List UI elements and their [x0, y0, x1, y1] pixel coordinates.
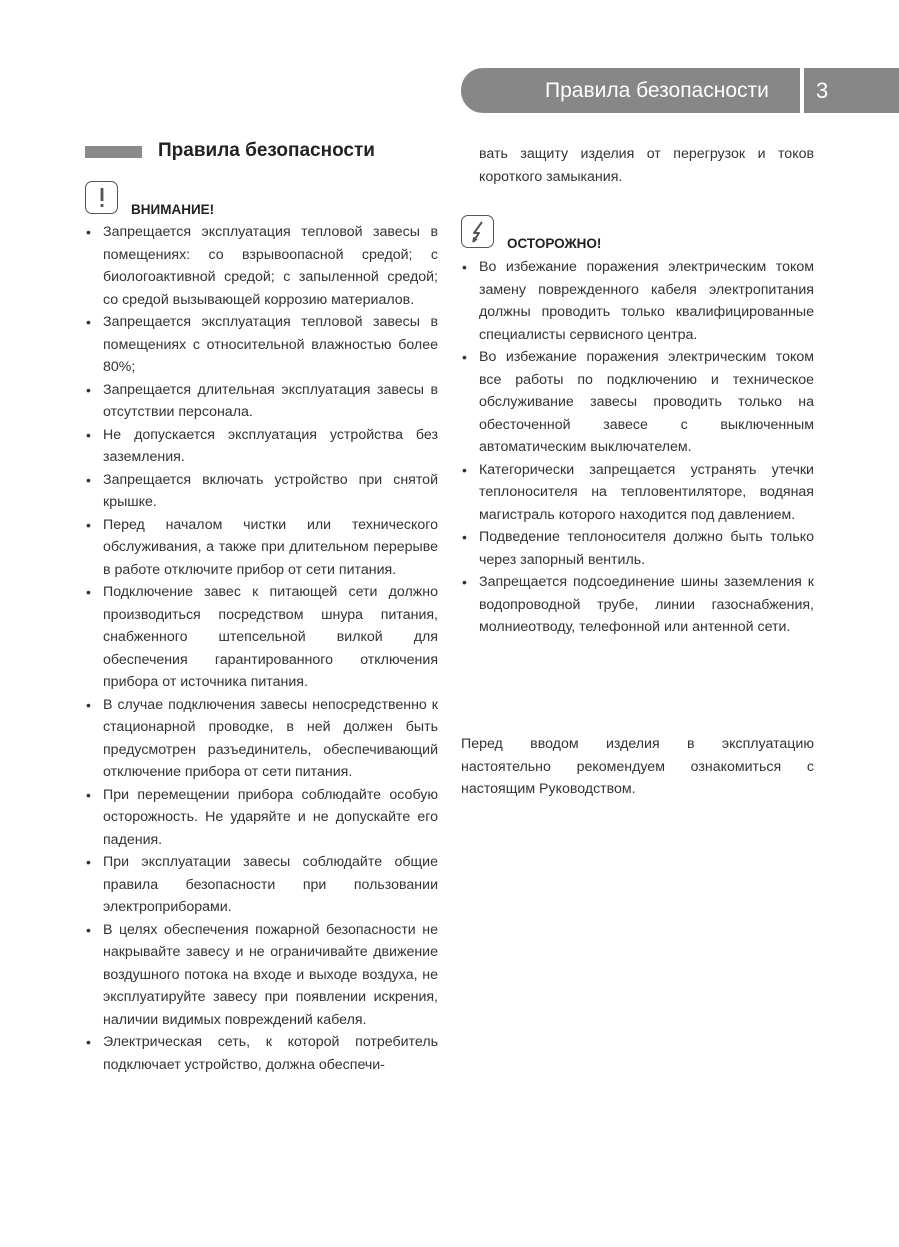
caution-label: ОСТОРОЖНО! — [507, 236, 602, 251]
list-item: • Запрещается эксплуатация тепловой завесы в помещениях с относительной влажностью более 80%; — [85, 311, 438, 379]
list-item: • В случае подключения завесы непосредственно к стационарной проводке, в ней должен быть предусмотрен разъединитель, обеспечивающий отключение прибора от сети питания. — [85, 694, 438, 784]
attention-list-column — [85, 221, 438, 1076]
list-item: • Во избежание поражения электрическим током все работы по подключению и техническое обслуживание завесы проводить только на обесточенной завесе с выключенным автоматическим выключателем. — [461, 346, 814, 459]
list-item: • Не допускается эксплуатация устройства без заземления. — [85, 424, 438, 469]
attention-list — [85, 221, 438, 1076]
lightning-icon — [461, 215, 494, 248]
list-item: • Запрещается подсоединение шины заземления к водопроводной трубе, линии газоснабжения, молниеотводу, телефонной или антенной сети. — [461, 571, 814, 639]
list-item: • Запрещается длительная эксплуатация завесы в отсутствии персонала. — [85, 379, 438, 424]
caution-list — [461, 256, 814, 639]
list-item: • Запрещается включать устройство при снятой крышке. — [85, 469, 438, 514]
list-item: • При эксплуатации завесы соблюдайте общие правила безопасности при пользовании электроприборами. — [85, 851, 438, 919]
exclamation-icon — [85, 181, 118, 214]
list-item: • Во избежание поражения электрическим током замену поврежденного кабеля электропитания должны проводить только квалифицированные специалисты сервисного центра. — [461, 256, 814, 346]
list-item: • При перемещении прибора соблюдайте особую осторожность. Не ударяйте и не допускайте его падения. — [85, 784, 438, 852]
list-item: • Перед началом чистки или технического обслуживания, а также при длительном перерыве в работе отключите прибор от сети питания. — [85, 514, 438, 582]
list-item: • Электрическая сеть, к которой потребитель подключает устройство, должна обеспечи- — [85, 1031, 438, 1076]
section-title: Правила безопасности — [158, 140, 375, 161]
header-title: Правила безопасности — [545, 79, 769, 102]
list-item: • Подключение завес к питающей сети должно производиться посредством шнура питания, снабженного штепсельной вилкой для обеспечения гарантированного отключения прибора от источника питания. — [85, 581, 438, 694]
caution-list-column — [461, 256, 814, 639]
section-heading-bar — [85, 146, 142, 158]
list-item: • В целях обеспечения пожарной безопасности не накрывайте завесу и не ограничивайте движение воздушного потока на входе и выходе воздуха, не эксплуатируйте завесу при появлении искрения, наличии видимых повреждений кабеля. — [85, 919, 438, 1032]
list-item: • Запрещается эксплуатация тепловой завесы в помещениях: со взрывоопасной средой; с биологоактивной средой; с запыленной средой; со средой вызывающей коррозию материалов. — [85, 221, 438, 311]
list-item: • Подведение теплоносителя должно быть только через запорный вентиль. — [461, 526, 814, 571]
final-note: Перед вводом изделия в эксплуатацию настоятельно рекомендуем ознакомиться с настоящим Руководством. — [461, 736, 814, 797]
page-number: 3 — [816, 78, 829, 103]
list-item: • Категорически запрещается устранять утечки теплоносителя на тепловентиляторе, водяная магистраль которого находится под давлением. — [461, 459, 814, 527]
header-divider — [800, 68, 804, 113]
attention-list-continuation: вать защиту изделия от перегрузок и токов короткого замыкания. — [479, 146, 814, 185]
attention-label: ВНИМАНИЕ! — [131, 202, 215, 217]
